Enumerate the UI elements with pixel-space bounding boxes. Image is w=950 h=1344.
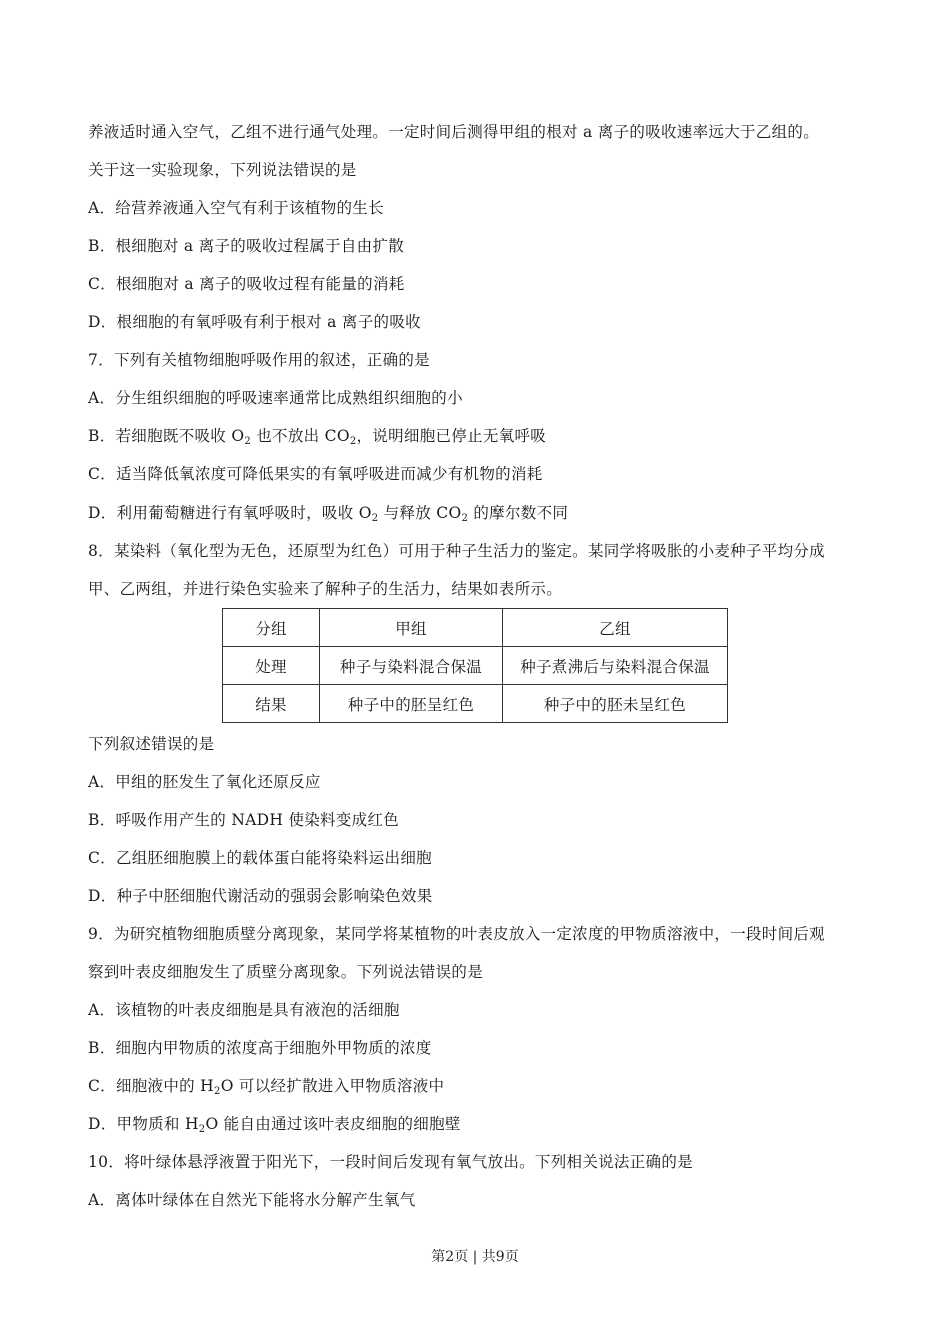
- q6-option-c: C．根细胞对 a 离子的吸收过程有能量的消耗: [88, 275, 405, 293]
- q9-c-sub: 2: [214, 1086, 221, 1097]
- q7-stem: 7．下列有关植物细胞呼吸作用的叙述，正确的是: [88, 351, 430, 369]
- q7-d-text-1: D．利用葡萄糖进行有氧呼吸时，吸收 O: [88, 504, 372, 522]
- q7-b-text-3: ，说明细胞已停止无氧呼吸: [356, 427, 547, 445]
- q6-option-a: A．给营养液通入空气有利于该植物的生长: [88, 199, 384, 217]
- q7-option-b: [88, 426, 546, 446]
- table-row: [223, 647, 728, 685]
- q8-option-b: B．呼吸作用产生的 NADH 使染料变成红色: [88, 811, 400, 829]
- table-cell: 乙组: [503, 609, 728, 647]
- q9-option-d: [88, 1114, 461, 1134]
- q7-option-c: C．适当降低氧浓度可降低果实的有氧呼吸进而减少有机物的消耗: [88, 465, 543, 483]
- q9-d-sub: 2: [198, 1124, 206, 1135]
- q7-b-sub-1: 2: [244, 436, 251, 447]
- q9-stem-line-1: 9．为研究植物细胞质壁分离现象，某同学将某植物的叶表皮放入一定浓度的甲物质溶液中，一段时间后观: [88, 925, 825, 943]
- q7-b-text-2: 也不放出 CO: [251, 427, 350, 445]
- q9-c-text-2: O 可以经扩散进入甲物质溶液中: [220, 1077, 445, 1095]
- table-cell: 种子中的胚未呈红色: [503, 685, 728, 723]
- table-cell: 结果: [223, 685, 320, 723]
- q10-option-a: A．离体叶绿体在自然光下能将水分解产生氧气: [88, 1191, 416, 1209]
- q8-results-table: [222, 608, 728, 723]
- q10-stem: 10．将叶绿体悬浮液置于阳光下，一段时间后发现有氧气放出。下列相关说法正确的是: [88, 1153, 693, 1171]
- q7-b-sub-2: 2: [349, 436, 357, 447]
- table-cell: 种子煮沸后与染料混合保温: [503, 647, 728, 685]
- q7-b-text-1: B．若细胞既不吸收 O: [88, 427, 245, 445]
- table-cell: 处理: [223, 647, 320, 685]
- table-header-row: [223, 609, 728, 647]
- table-cell: 种子中的胚呈红色: [320, 685, 503, 723]
- q6-continuation-line-1: 养液适时通入空气，乙组不进行通气处理。一定时间后测得甲组的根对 a 离子的吸收速率远大于乙组的。: [88, 123, 819, 141]
- q7-d-text-2: 与释放 CO: [378, 504, 462, 522]
- q8-after-table: 下列叙述错误的是: [88, 735, 215, 753]
- q8-stem-line-1: 8．某染料（氧化型为无色，还原型为红色）可用于种子生活力的鉴定。某同学将吸胀的小麦种子平均分成: [88, 542, 825, 560]
- q8-option-d: D．种子中胚细胞代谢活动的强弱会影响染色效果: [88, 887, 433, 905]
- q9-c-text-1: C．细胞液中的 H: [88, 1077, 215, 1095]
- q9-stem-line-2: 察到叶表皮细胞发生了质壁分离现象。下列说法错误的是: [88, 963, 484, 981]
- q9-option-b: B．细胞内甲物质的浓度高于细胞外甲物质的浓度: [88, 1039, 432, 1057]
- table-cell: 甲组: [320, 609, 503, 647]
- table-row: [223, 685, 728, 723]
- q7-d-sub-2: 2: [461, 513, 469, 524]
- q8-option-c: C．乙组胚细胞膜上的载体蛋白能将染料运出细胞: [88, 849, 432, 867]
- table-cell: 种子与染料混合保温: [320, 647, 503, 685]
- q6-option-d: D．根细胞的有氧呼吸有利于根对 a 离子的吸收: [88, 313, 421, 331]
- q6-option-b: B．根细胞对 a 离子的吸收过程属于自由扩散: [88, 237, 405, 255]
- q7-d-text-3: 的摩尔数不同: [468, 504, 569, 522]
- q9-option-a: A．该植物的叶表皮细胞是具有液泡的活细胞: [88, 1001, 400, 1019]
- q6-continuation-line-2: 关于这一实验现象，下列说法错误的是: [88, 161, 357, 179]
- table-cell: 分组: [223, 609, 320, 647]
- q8-option-a: A．甲组的胚发生了氧化还原反应: [88, 773, 321, 791]
- q7-option-d: [88, 503, 568, 523]
- q9-d-text-2: O 能自由通过该叶表皮细胞的细胞壁: [205, 1115, 461, 1133]
- q9-d-text-1: D．甲物质和 H: [88, 1115, 199, 1133]
- q9-option-c: [88, 1076, 444, 1096]
- q8-stem-line-2: 甲、乙两组，并进行染色实验来了解种子的生活力，结果如表所示。: [88, 580, 563, 598]
- q7-d-sub-1: 2: [371, 513, 379, 524]
- q7-option-a: A．分生组织细胞的呼吸速率通常比成熟组织细胞的小: [88, 389, 463, 407]
- page-footer: 第2页 | 共9页: [431, 1249, 519, 1265]
